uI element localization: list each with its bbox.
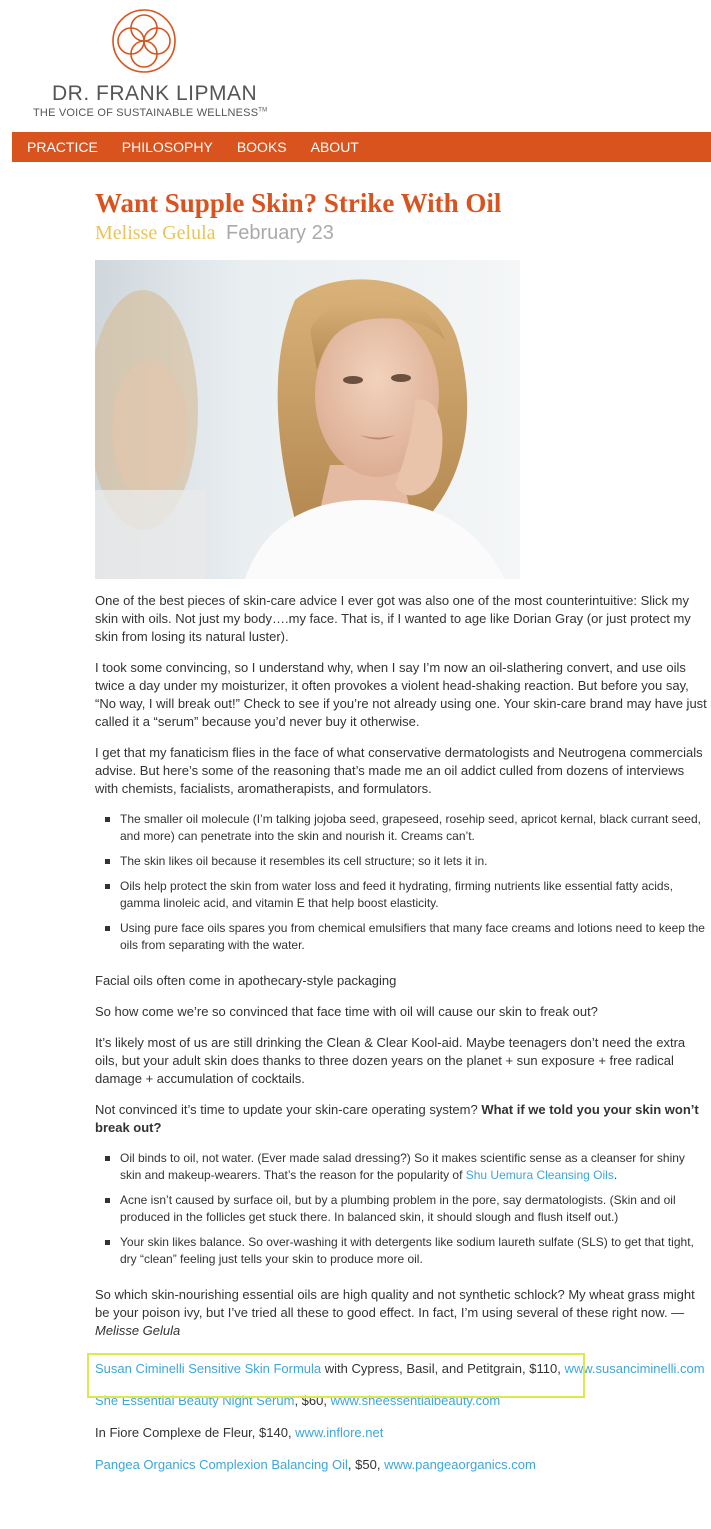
paragraph: It’s likely most of us are still drinking the Clean & Clear Kool-aid. Maybe teenagers don’t need the extra oils, but your adult skin does thanks to three dozen years on the planet + sun exposure + free radical damage + accumulation of cocktails.	[95, 1035, 686, 1086]
list-item	[120, 1150, 707, 1184]
closing-signature: Melisse Gelula	[95, 1323, 181, 1338]
question-bold: What if we told you your skin won’t break out?	[95, 1102, 699, 1135]
product-url-link[interactable]: www.susanciminelli.com	[564, 1361, 705, 1376]
nav-item-philosophy[interactable]: PHILOSOPHY	[121, 139, 213, 155]
product-detail: with Cypress, Basil, and Petitgrain, $110,	[321, 1361, 565, 1376]
product-name: In Fiore Complexe de Fleur	[95, 1425, 252, 1440]
paragraph: I took some convincing, so I understand why, when I say I’m now an oil-slathering convert, and use oils twice a day under my moisturizer, it often provokes a violent head-shaking reaction. But before you say, “No way, I will break out!” Check to see if you’re not already using one. Your skin-care brand may have just called it a “serum” because you’d never buy it otherwise.	[95, 660, 707, 729]
list-item: Your skin likes balance. So over-washing it with detergents like sodium laureth sulfate (SLS) to get that tight, dry “clean” feeling just tells your skin to produce more oil.	[120, 1234, 707, 1268]
product-url-link[interactable]: www.pangeaorganics.com	[384, 1457, 536, 1472]
shu-uemura-link[interactable]: Shu Uemura Cleansing Oils	[465, 1168, 614, 1182]
product-name-link[interactable]: She Essential Beauty Night Serum	[95, 1393, 295, 1408]
brand-name[interactable]: DR. FRANK LIPMAN	[52, 82, 258, 105]
author-name[interactable]: Melisse Gelula	[95, 222, 216, 244]
article-title: Want Supple Skin? Strike With Oil	[95, 188, 502, 218]
product-detail: , $50,	[347, 1457, 385, 1472]
nav-item-about[interactable]: ABOUT	[310, 139, 359, 155]
closing-paragraph	[95, 1286, 707, 1340]
flower-of-life-logo-icon[interactable]	[111, 8, 177, 74]
main-navigation	[12, 132, 711, 162]
product-item	[95, 1424, 707, 1442]
brand-tagline	[33, 107, 267, 119]
paragraph: One of the best pieces of skin-care advice I ever got was also one of the most counterintuitive: Slick my skin with oils. Not just my body….my face. That is, if I wanted to age like Dorian Gray (or just protect my skin from losing its natural luster).	[95, 593, 691, 644]
fact-text: Oil binds to oil, not water. (Ever made salad dressing?) So it makes scientific sense as a cleanser for shiny skin and makeup-wearers. That’s the reason for the popularity of	[120, 1151, 685, 1182]
product-url-link[interactable]: www.inflore.net	[295, 1425, 384, 1440]
closing-text: So which skin-nourishing essential oils are high quality and not synthetic schlock? My wheat grass might be your poison ivy, but I’ve tried all these to good effect. In fact, I’m using several of these right now. —	[95, 1287, 695, 1320]
reasons-list	[95, 811, 707, 954]
facts-list	[95, 1150, 707, 1268]
list-item: Acne isn’t caused by surface oil, but by a plumbing problem in the pore, say dermatologists. (Skin and oil produced in the follicles get stuck there. In balanced skin, it should slough and flush itself out.)	[120, 1192, 707, 1226]
paragraph	[95, 1101, 707, 1137]
site-header	[0, 0, 711, 132]
fact-end: .	[613, 1168, 618, 1182]
article-header	[95, 187, 707, 247]
image-caption: Facial oils often come in apothecary-style packaging	[95, 973, 397, 988]
list-item: Using pure face oils spares you from chemical emulsifiers that many face creams and lotions need to keep the oils from separating with the water.	[120, 920, 707, 954]
highlight-box	[87, 1353, 585, 1398]
product-name-link[interactable]: Pangea Organics Complexion Balancing Oil	[95, 1457, 348, 1472]
trademark-mark: TM	[258, 107, 268, 114]
product-name-link[interactable]: Susan Ciminelli Sensitive Skin Formula	[95, 1361, 322, 1376]
paragraph: I get that my fanaticism flies in the face of what conservative dermatologists and Neutrogena commercials advise. But here’s some of the reasoning that’s made me an oil addict culled from dozens of interviews with chemists, facialists, aromatherapists, and formulators.	[95, 745, 703, 796]
product-detail: , $60,	[294, 1393, 331, 1408]
question-lead: Not convinced it’s time to update your skin-care operating system?	[95, 1102, 482, 1117]
nav-item-books[interactable]: BOOKS	[236, 139, 287, 155]
brand-tagline-text: THE VOICE OF SUSTAINABLE WELLNESS	[33, 107, 259, 119]
paragraph: So how come we’re so convinced that face time with oil will cause our skin to freak out?	[95, 1004, 598, 1019]
byline	[95, 221, 707, 247]
list-item: Oils help protect the skin from water loss and feed it hydrating, firming nutrients like essential fatty acids, gamma linoleic acid, and vitamin E that help boost elasticity.	[120, 878, 707, 912]
product-item	[95, 1456, 707, 1474]
list-item: The skin likes oil because it resembles its cell structure; so it lets it in.	[120, 853, 707, 870]
publish-date: February 23	[225, 222, 334, 244]
hero-photo-woman-mirror	[95, 260, 520, 579]
product-detail: , $140,	[251, 1425, 296, 1440]
article-body	[95, 592, 707, 1488]
product-item	[95, 1360, 707, 1378]
list-item: The smaller oil molecule (I’m talking jojoba seed, grapeseed, rosehip seed, apricot kernal, black currant seed, and more) can penetrate into the skin and nourish it. Creams can’t.	[120, 811, 707, 845]
nav-item-practice[interactable]: PRACTICE	[27, 139, 98, 155]
product-url-link[interactable]: www.sheessentialbeauty.com	[330, 1393, 501, 1408]
